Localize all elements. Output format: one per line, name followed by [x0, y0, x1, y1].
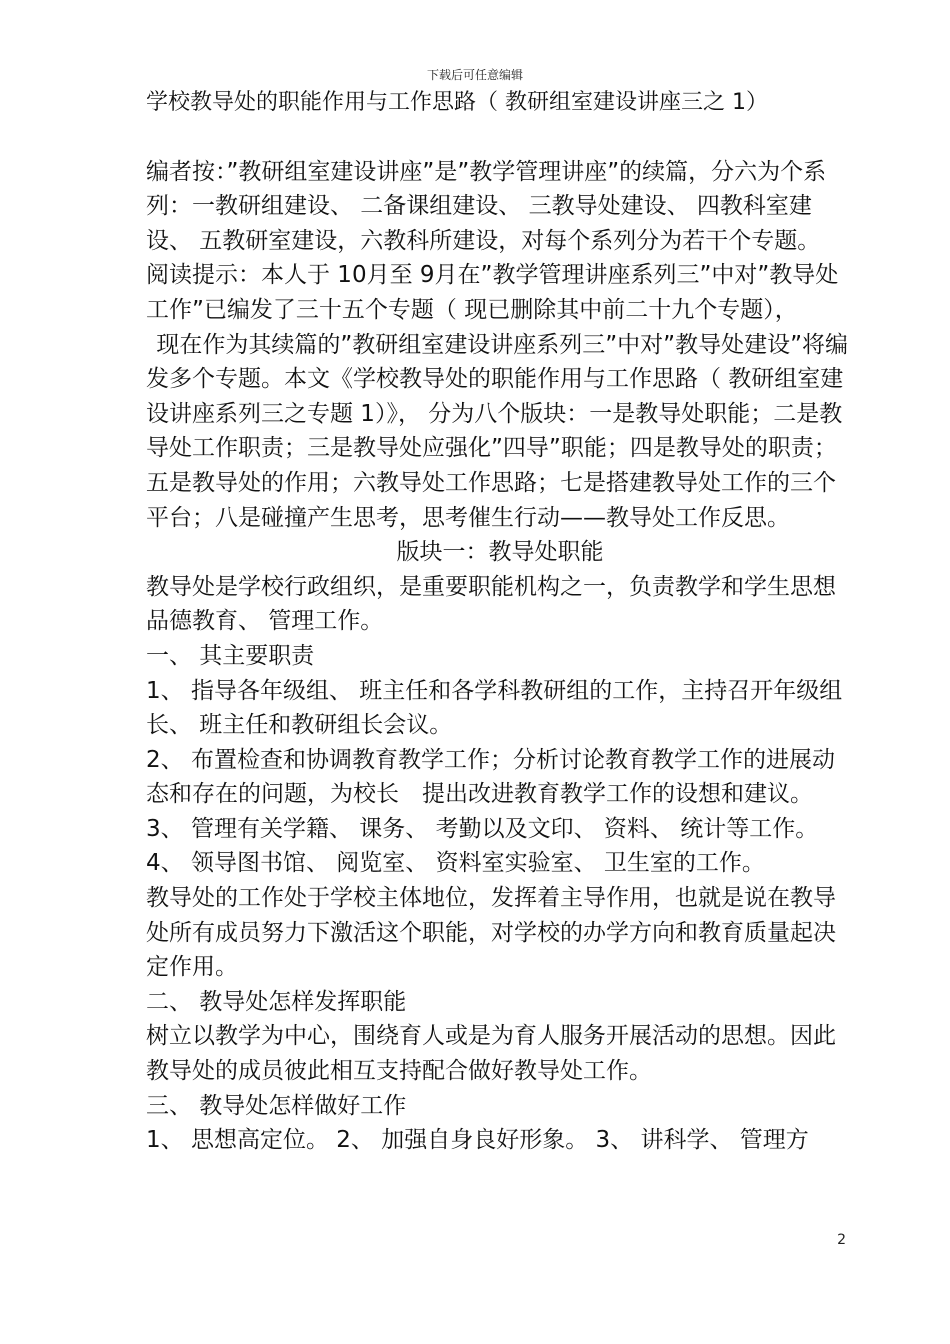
- reading-tip-continued: 现在作为其续篇的”教研组室建设讲座系列三”中对”教导处建设”将编发多个专题。本文《学校教导处的职能作用与工作思路（ 教研组室建设讲座系列三之专题 1）》， 分为八个版块：一是教导处职能；二是教导处工作职责；三是教导处应强化”四导”职能；四是教导处的职责；五是教导处的作用；六教导处工作思路；七是搭建教导处工作的三个平台；八是碰撞产生思考，思考催生行动——教导处工作反思。: [146, 331, 849, 531]
- blank-line: [146, 121, 854, 155]
- subsection-3-items: 1、 思想高定位。 2、 加强自身良好形象。 3、 讲科学、 管理方: [146, 1127, 809, 1154]
- document-body: [146, 86, 854, 1158]
- duty-item-3: 3、 管理有关学籍、 课务、 考勤以及文印、 资料、 统计等工作。: [146, 815, 819, 842]
- section-heading: 版块一：教导处职能: [396, 539, 604, 566]
- section-intro: 教导处是学校行政组织，是重要职能机构之一，负责教学和学生思想品德教育、 管理工作。: [146, 573, 836, 635]
- page-number: 2: [837, 1232, 846, 1248]
- header-note: 下载后可任意编辑: [426, 68, 523, 82]
- reading-tip: 阅读提示：本人于 10月至 9月在”教学管理讲座系列三”中对”教导处工作”已编发了三十五个专题（ 现已删除其中前二十九个专题），: [146, 262, 839, 323]
- subsection-heading-2: 二、 教导处怎样发挥职能: [146, 988, 407, 1015]
- duty-item-2: 2、 布置检查和协调教育教学工作；分析讨论教育教学工作的进展动态和存在的问题，为校长 提出改进教育教学工作的设想和建议。: [146, 746, 835, 808]
- subsection-2-paragraph: 树立以教学为中心，围绕育人或是为育人服务开展活动的思想。因此教导处的成员彼此相互支持配合做好教导处工作。: [146, 1023, 836, 1085]
- subsection-heading-3: 三、 教导处怎样做好工作: [146, 1092, 407, 1119]
- editor-note: 编者按：”教研组室建设讲座”是”教学管理讲座”的续篇，分六为个系列：一教研组建设、 二备课组建设、 三教导处建设、 四教科室建设、 五教研室建设，六教科所建设，对每个系列分为若干个专题。: [146, 158, 827, 254]
- role-paragraph: 教导处的工作处于学校主体地位，发挥着主导作用，也就是说在教导处所有成员努力下激活这个职能，对学校的办学方向和教育质量起决定作用。: [146, 885, 836, 981]
- duty-item-1: 1、 指导各年级组、 班主任和各学科教研组的工作，主持召开年级组长、 班主任和教研组长会议。: [146, 677, 843, 739]
- subsection-heading-1: 一、 其主要职责: [146, 642, 315, 669]
- document-title: 学校教导处的职能作用与工作思路（ 教研组室建设讲座三之 1）: [146, 90, 768, 115]
- duty-item-4: 4、 领导图书馆、 阅览室、 资料室实验室、 卫生室的工作。: [146, 850, 765, 877]
